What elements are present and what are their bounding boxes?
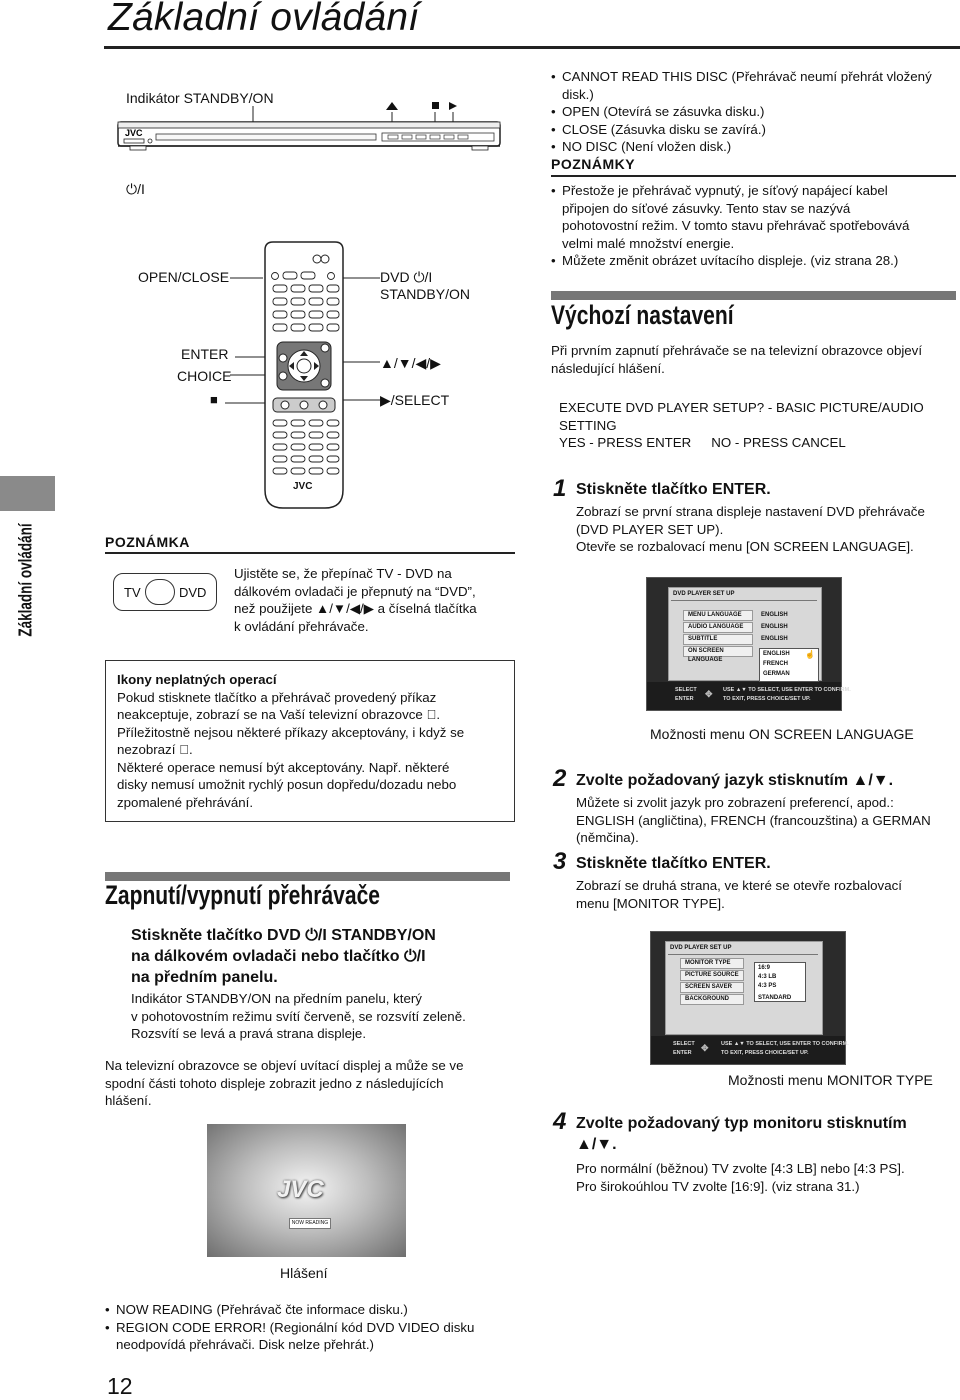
menu-row-label[interactable]: MONITOR TYPE xyxy=(680,958,744,969)
invalid-line: disky nemusí umožnit rychlý posun dopředu/dozadu nebo xyxy=(117,777,457,792)
dpad-icon: ✥ xyxy=(701,1043,709,1053)
svg-text:JVC: JVC xyxy=(125,128,143,138)
power-description: Indikátor STANDBY/ON na předním panelu, který v pohotovostním režimu svítí červeně, se rozsvítí zeleně. Rozsvítí se levá a pravá strana displeje. xyxy=(131,991,466,1041)
menu-2-caption: Možnosti menu MONITOR TYPE xyxy=(728,1072,933,1088)
invalid-line: Pokud stisknete tlačítko a přehrávač provedený příkaz xyxy=(117,689,437,705)
setup-menu-screen-2 xyxy=(650,931,849,1065)
setup-prompt: EXECUTE DVD PLAYER SETUP? - BASIC PICTURE/AUDIO SETTING YES - PRESS ENTER NO - PRESS CANCEL xyxy=(559,400,924,450)
note-rule xyxy=(105,552,515,554)
dropdown-option[interactable]: 4:3 PS xyxy=(758,983,777,989)
step-2-number: 2 xyxy=(553,765,567,792)
welcome-caption: Hlášení xyxy=(280,1265,328,1281)
help-label: ENTER xyxy=(675,696,694,702)
invalid-line: Příležitostně nejsou některé příkazy akceptovány, i když se xyxy=(117,724,465,740)
dvd-power-label: DVD ⏻/I xyxy=(380,269,433,285)
invalid-line: neakceptuje, zobrazí se na Vaší televizní obrazovce ⃠. xyxy=(117,707,441,722)
dropdown-option[interactable]: GERMAN xyxy=(763,671,790,677)
standby-on-label: STANDBY/ON xyxy=(380,286,470,302)
menu-title: DVD PLAYER SET UP xyxy=(670,945,732,951)
enter-label: ENTER xyxy=(181,346,229,362)
notes-heading: POZNÁMKY xyxy=(551,156,636,172)
power-label: ⏻/I xyxy=(126,181,145,197)
dropdown-option[interactable]: FRENCH xyxy=(763,661,788,667)
step-4-text: Pro normální (běžnou) TV zvolte [4:3 LB] nebo [4:3 PS]. Pro širokoúhlou TV zvolte [16:9]. (viz strana 31.) xyxy=(576,1161,905,1194)
switch-dvd-label: DVD xyxy=(179,585,207,600)
list-item-continued: připojen do síťové zásuvky. Tento stav se nazývá xyxy=(562,200,851,216)
step-4-number: 4 xyxy=(553,1108,567,1135)
welcome-logo: JVC xyxy=(277,1176,324,1203)
dropdown-option[interactable]: 16:9 xyxy=(758,965,771,971)
message-list xyxy=(105,1301,525,1354)
device-illustration xyxy=(0,0,520,520)
list-item: • CLOSE (Zásuvka disku se zavírá.) xyxy=(551,121,956,139)
dropdown-option[interactable]: 4:3 LB xyxy=(758,974,777,980)
help-text: TO EXIT, PRESS CHOICE/SET UP. xyxy=(723,696,811,702)
menu-row-value: ENGLISH xyxy=(761,612,788,618)
step-2-text: Můžete si zvolit jazyk pro zobrazení preferencí, apod.: ENGLISH (angličtina), FRENCH (francouzština) a GERMAN (němčina). xyxy=(576,795,931,845)
arrows-label: ▲/▼/◀/▶ xyxy=(380,355,441,371)
step-1-text: Zobrazí se první strana displeje nastavení DVD přehrávače (DVD PLAYER SET UP). Otevře se rozbalovací menu [ON SCREEN LANGUAGE]. xyxy=(576,504,925,554)
help-text: TO EXIT, PRESS CHOICE/SET UP. xyxy=(721,1050,809,1056)
menu-help-bar xyxy=(647,682,851,710)
step-3-text: Zobrazí se druhá strana, ve které se otevře rozbalovací menu [MONITOR TYPE]. xyxy=(576,878,902,911)
cursor-icon: ☝ xyxy=(805,650,815,659)
note-text: Ujistěte se, že přepínač TV - DVD na dálkovém ovladači je přepnutý na “DVD”, než použijete ▲/▼/◀/▶ a číselná tlačítka k ovládání přehrávače. xyxy=(234,566,477,634)
switch-knob xyxy=(145,579,175,605)
help-text: USE ▲▼ TO SELECT, USE ENTER TO CONFIRM. xyxy=(723,687,851,693)
menu-row-label[interactable]: BACKGROUND xyxy=(680,994,744,1005)
disc-messages xyxy=(551,68,956,156)
eject-icon xyxy=(386,102,398,110)
menu-row-label[interactable]: MENU LANGUAGE xyxy=(683,610,753,621)
note-heading: POZNÁMKA xyxy=(105,534,190,550)
step-2-heading: Zvolte požadovaný jazyk stisknutím ▲/▼. xyxy=(576,772,894,789)
list-item-continued: neodpovídá přehrávači. Disk nelze přehrát.) xyxy=(116,1337,374,1352)
remote-brand-logo: JVC xyxy=(293,481,313,492)
step-1-heading: Stiskněte tlačítko ENTER. xyxy=(576,481,771,498)
list-item: • Můžete změnit obrázet uvítacího displeje. (viz strana 28.) xyxy=(551,252,956,270)
notes-list xyxy=(551,182,956,270)
power-instruction: Stiskněte tlačítko DVD ⏻/I STANDBY/ON na dálkovém ovladači nebo tlačítko ⏻/I na předním panelu. xyxy=(131,927,436,986)
setup-intro: Při prvním zapnutí přehrávače se na televizní obrazovce objeví následující hlášení. xyxy=(551,343,923,376)
side-tab-label: Základní ovládání xyxy=(15,523,36,637)
invalid-line: Některé operace nemusí být akceptovány. Např. některé xyxy=(117,759,450,775)
stop-label: ■ xyxy=(210,392,218,407)
list-item-continued: velmi malé množství energie. xyxy=(562,235,735,251)
list-item: • NO DISC (Není vložen disk.) xyxy=(551,138,956,156)
switch-tv-label: TV xyxy=(124,585,141,600)
monitor-dropdown[interactable] xyxy=(754,962,806,1002)
dropdown-option[interactable]: STANDARD xyxy=(758,995,792,1001)
step-4-heading: Zvolte požadovaný typ monitoru stisknutím xyxy=(576,1115,907,1132)
page-title: Základní ovládání xyxy=(108,0,420,39)
menu-1-caption: Možnosti menu ON SCREEN LANGUAGE xyxy=(650,726,914,742)
dpad-icon: ✥ xyxy=(705,689,713,699)
welcome-status: NOW READING xyxy=(289,1218,331,1229)
menu-row-label[interactable]: ON SCREEN LANGUAGE xyxy=(683,646,753,657)
menu-title-rule xyxy=(668,954,818,955)
power-section-heading: Zapnutí/vypnutí přehrávače xyxy=(105,880,381,910)
setup-section-bar xyxy=(551,291,956,300)
power-paragraph: Na televizní obrazovce se objeví uvítací displej a může se ve spodní části tohoto displeje zobrazit jedno z následujících hlášení. xyxy=(105,1058,464,1108)
help-label: SELECT xyxy=(673,1041,695,1047)
menu-row-label[interactable]: SUBTITLE xyxy=(683,634,753,645)
menu-row-label[interactable]: AUDIO LANGUAGE xyxy=(683,622,753,633)
list-item: • Přestože je přehrávač vypnutý, je síťový napájecí kabel xyxy=(551,182,956,200)
menu-row-value: ENGLISH xyxy=(761,636,788,642)
menu-title-rule xyxy=(671,600,817,601)
tv-dvd-switch-illustration xyxy=(113,573,217,611)
step-4-heading-cont: ▲/▼. xyxy=(576,1136,617,1153)
help-label: ENTER xyxy=(673,1050,692,1056)
menu-row-label[interactable]: SCREEN SAVER xyxy=(680,982,744,993)
play-icon xyxy=(449,102,457,110)
choice-label: CHOICE xyxy=(177,368,232,384)
menu-row-label[interactable]: PICTURE SOURCE xyxy=(680,970,744,981)
list-item: • REGION CODE ERROR! (Regionální kód DVD VIDEO disku xyxy=(105,1319,525,1337)
invalid-line: nezobrazí ⃠. xyxy=(117,742,193,757)
setup-menu-screen-1 xyxy=(646,577,851,711)
list-item: • NOW READING (Přehrávač čte informace disku.) xyxy=(105,1301,525,1319)
menu-row-value: ENGLISH xyxy=(761,624,788,630)
page-number: 12 xyxy=(107,1373,133,1399)
dropdown-option[interactable]: ENGLISH xyxy=(763,651,790,657)
list-item: • CANNOT READ THIS DISC (Přehrávač neumí přehrát vložený xyxy=(551,68,956,86)
notes-rule xyxy=(551,175,956,177)
welcome-screen xyxy=(207,1124,406,1257)
help-label: SELECT xyxy=(675,687,697,693)
remote-control xyxy=(225,240,385,510)
language-dropdown[interactable] xyxy=(759,648,819,682)
step-3-heading: Stiskněte tlačítko ENTER. xyxy=(576,855,771,872)
list-item: • OPEN (Otevírá se zásuvka disku.) xyxy=(551,103,956,121)
setup-section-heading: Výchozí nastavení xyxy=(551,300,734,330)
invalid-line: zpomalené přehrávání. xyxy=(117,794,254,810)
step-3-number: 3 xyxy=(553,848,567,875)
help-text: USE ▲▼ TO SELECT, USE ENTER TO CONFIRM. xyxy=(721,1041,849,1047)
stop-icon xyxy=(432,102,439,109)
step-1-number: 1 xyxy=(553,475,567,502)
menu-panel xyxy=(665,941,823,1035)
menu-panel xyxy=(668,587,822,681)
select-label: ▶/SELECT xyxy=(380,392,450,408)
open-close-label: OPEN/CLOSE xyxy=(138,269,230,285)
standby-indicator-label: Indikátor STANDBY/ON xyxy=(126,90,274,106)
menu-help-bar xyxy=(651,1036,849,1064)
dvd-player-front-panel xyxy=(110,100,520,160)
list-item-continued: disk.) xyxy=(562,86,594,102)
invalid-box-heading: Ikony neplatných operací xyxy=(117,672,277,687)
list-item-continued: pohotovostní režim. V tomto stavu přehrávač spotřebovává xyxy=(562,218,910,233)
invalid-operations-box xyxy=(105,660,515,822)
menu-title: DVD PLAYER SET UP xyxy=(673,591,735,597)
